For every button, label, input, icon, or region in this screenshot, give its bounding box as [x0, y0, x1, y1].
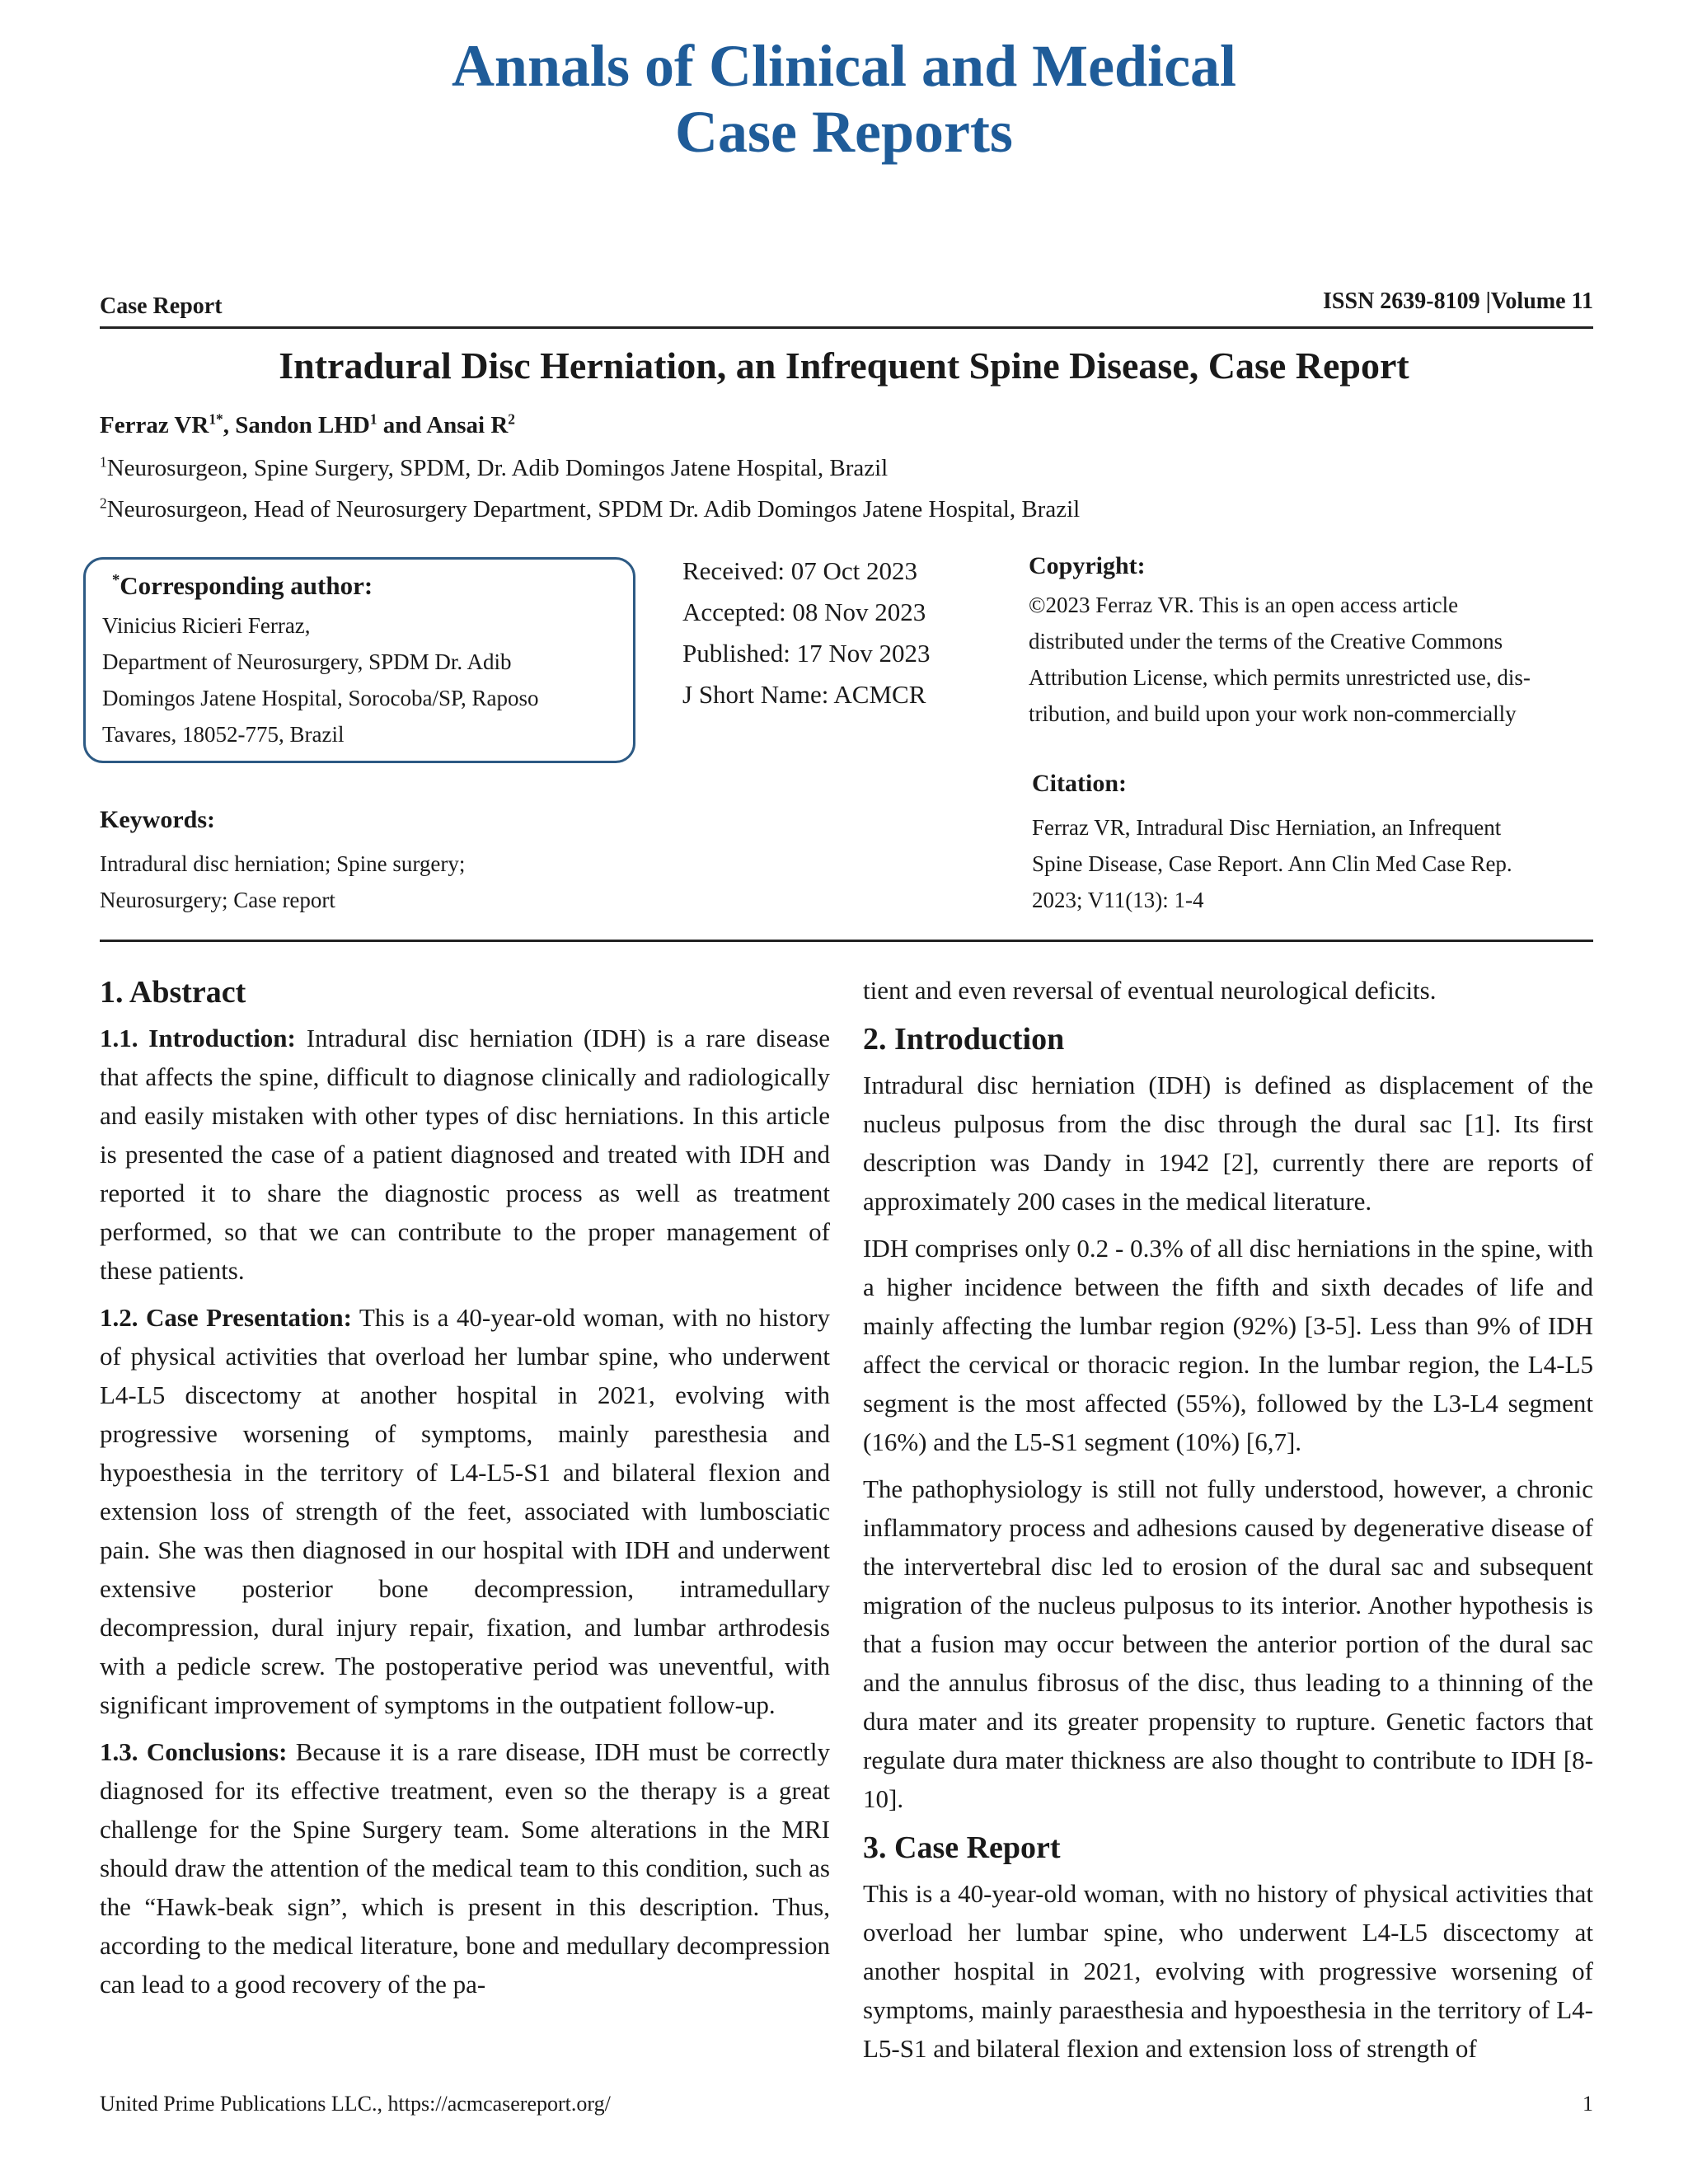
citation-heading: Citation:: [1032, 770, 1127, 797]
abstract-intro-label: 1.1. Introduction:: [100, 1024, 296, 1052]
published-date: Published: 17 Nov 2023: [682, 639, 931, 668]
affiliation-sup: 1: [100, 453, 107, 471]
introduction-heading: 2. Introduction: [863, 1022, 1065, 1057]
abstract-concl-label: 1.3. Conclusions:: [100, 1737, 288, 1766]
corresponding-author-box: [83, 557, 635, 763]
corresponding-heading-text: Corresponding author:: [120, 571, 373, 600]
keywords-heading: Keywords:: [100, 806, 215, 833]
page-number: 1: [1582, 2092, 1593, 2116]
journal-title-line1: Annals of Clinical and Medical: [451, 33, 1237, 99]
copyright-block: [1029, 552, 1597, 732]
copyright-line: tribution, and build upon your work non-commercially: [1029, 701, 1517, 726]
citation-line: Spine Disease, Case Report. Ann Clin Med Case Rep.: [1032, 851, 1512, 876]
received-date: Received: 07 Oct 2023: [682, 556, 917, 585]
copyright-line: Attribution License, which permits unrestricted use, dis-: [1029, 665, 1531, 690]
author-sup: 1*: [209, 410, 223, 428]
affiliation-text: Neurosurgeon, Spine Surgery, SPDM, Dr. Adib Domingos Jatene Hospital, Brazil: [106, 455, 889, 481]
affiliation-1: [100, 455, 888, 482]
journal-title: [0, 33, 1688, 165]
affiliation-2: [100, 496, 1080, 523]
paper-title: Intradural Disc Herniation, an Infrequent Spine Disease, Case Report: [279, 344, 1409, 387]
abstract-case-label: 1.2. Case Presentation:: [100, 1303, 352, 1332]
keywords-line: Neurosurgery; Case report: [100, 888, 335, 912]
abstract-heading: 1. Abstract: [100, 975, 246, 1010]
journal-title-line2: Case Reports: [675, 99, 1013, 165]
abstract-concl-text: Because it is a rare disease, IDH must be correctly diagnosed for its effective treatment, even so the therapy is a great challenge for the Spine Surgery team. Some alterations in the MRI should draw the attention of the medical team to this condition, such as the “Hawk-beak sign”, which is present in this description. Thus, according to the medical literature, bone and medullary decompression can lead to a good recovery of the pa-: [100, 1737, 830, 1999]
abstract-intro-text: Intradural disc herniation (IDH) is a rare disease that affects the spine, difficult to diagnose clinically and radiologically and easily mistaken with other types of disc herniations. In this article is presented the case of a patient diagnosed and treated with IDH and reported it to share the diagnostic process as well as treatment performed, so that we can contribute to the proper management of these patients.: [100, 1024, 830, 1285]
introduction-paragraph: IDH comprises only 0.2 - 0.3% of all disc herniations in the spine, with a higher incidence between the fifth and sixth decades of life and mainly affecting the lumbar region (92%) [3-5]. Less than 9% of IDH affect the cervical or thoracic region. In the lumbar region, the L4-L5 segment is the most affected (55%), followed by the L3-L4 segment (16%) and the L5-S1 segment (10%) [6,7].: [863, 1234, 1593, 1456]
issn-volume: ISSN 2639-8109 |Volume 11: [1323, 288, 1593, 314]
author-name: Ferraz VR: [100, 412, 209, 438]
corresponding-line: Vinicius Ricieri Ferraz,: [102, 613, 311, 638]
corresponding-sup: *: [112, 571, 120, 589]
case-report-paragraph: This is a 40-year-old woman, with no history of physical activities that overload her lumbar spine, who underwent L4-L5 discectomy at another hospital in 2021, evolving with progressive worsening of symptoms, mainly paraesthesia and hypoesthesia in the territory of L4-L5-S1 and bilateral flexion and extension loss of strength of: [863, 1879, 1593, 2063]
affiliation-sup: 2: [100, 494, 107, 512]
citation-block: [1032, 770, 1592, 918]
author-separator: and: [377, 412, 427, 438]
right-column: [863, 971, 1593, 2076]
author-sup: 2: [508, 410, 515, 428]
abstract-introduction: [100, 1019, 830, 1290]
corresponding-line: Tavares, 18052-775, Brazil: [102, 722, 345, 747]
abstract-case-presentation: [100, 1298, 830, 1724]
abstract-continuation: tient and even reversal of eventual neurological deficits.: [863, 976, 1437, 1005]
corresponding-line: Domingos Jatene Hospital, Sorocoba/SP, Raposo: [102, 686, 539, 710]
case-report-heading: 3. Case Report: [863, 1830, 1061, 1865]
corresponding-heading: [112, 571, 617, 601]
accepted-date: Accepted: 08 Nov 2023: [682, 598, 926, 626]
copyright-line: distributed under the terms of the Creative Commons: [1029, 629, 1503, 654]
section-divider: [100, 940, 1593, 942]
author-name: Sandon LHD: [235, 412, 370, 438]
corresponding-line: Department of Neurosurgery, SPDM Dr. Adib: [102, 649, 512, 674]
footer-publisher: United Prime Publications LLC., https://acmcasereport.org/: [100, 2092, 611, 2116]
introduction-paragraph: Intradural disc herniation (IDH) is defined as displacement of the nucleus pulposus from the disc through the dural sac [1]. Its first description was Dandy in 1942 [2], currently there are reports of approximately 200 cases in the medical literature.: [863, 1071, 1593, 1216]
header-bar: [100, 288, 1593, 329]
copyright-line: ©2023 Ferraz VR. This is an open access article: [1029, 593, 1459, 617]
abstract-conclusions: [100, 1732, 830, 2004]
author-sup: 1: [369, 410, 377, 428]
author-separator: ,: [223, 412, 236, 438]
author-list: [100, 412, 515, 439]
abstract-case-text: This is a 40-year-old woman, with no history of physical activities that overload her lumbar spine, who underwent L4-L5 discectomy at another hospital in 2021, evolving with progressive worsening of symptoms, mainly paresthesia and hypoesthesia in the territory of L4-L5-S1 and bilateral flexion and extension loss of strength of the feet, associated with lumbosciatic pain. She was then diagnosed in our hospital with IDH and underwent extensive posterior bone decompression, intramedullary decompression, dural injury repair, fixation, and lumbar arthrodesis with a pedicle screw. The postoperative period was uneventful, with significant improvement of symptoms in the outpatient follow-up.: [100, 1303, 830, 1719]
keywords-line: Intradural disc herniation; Spine surgery;: [100, 851, 466, 876]
article-dates: [682, 551, 931, 715]
left-column: [100, 971, 830, 2012]
citation-line: 2023; V11(13): 1-4: [1032, 888, 1204, 912]
keywords-block: [100, 806, 611, 918]
introduction-paragraph: The pathophysiology is still not fully understood, however, a chronic inflammatory process and adhesions caused by degenerative disease of the intervertebral disc led to erosion of the dural sac and subsequent migration of the nucleus pulposus to its interior. Another hypothesis is that a fusion may occur between the anterior portion of the dural sac and the annulus fibrosus of the disc, thus leading to a thinning of the dura mater and its greater propensity to rupture. Genetic factors that regulate dura mater thickness are also thought to contribute to IDH [8-10].: [863, 1474, 1593, 1813]
journal-short-name: J Short Name: ACMCR: [682, 680, 926, 709]
author-name: Ansai R: [426, 412, 509, 438]
affiliation-text: Neurosurgeon, Head of Neurosurgery Department, SPDM Dr. Adib Domingos Jatene Hospital, Brazil: [106, 496, 1081, 523]
article-type: Case Report: [100, 293, 223, 319]
copyright-heading: Copyright:: [1029, 552, 1146, 579]
citation-line: Ferraz VR, Intradural Disc Herniation, an Infrequent: [1032, 815, 1502, 840]
